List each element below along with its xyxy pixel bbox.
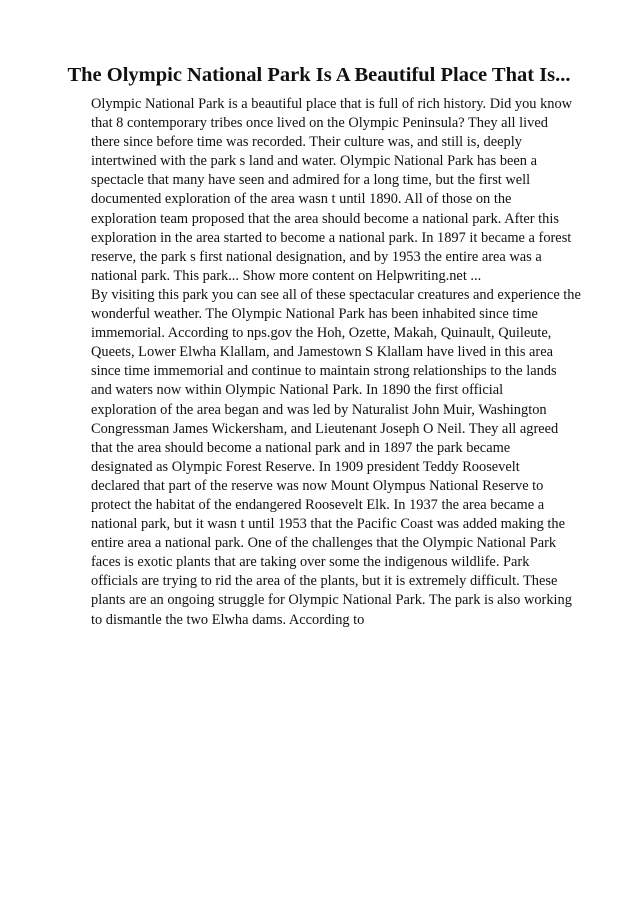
body-line: officials are trying to rid the area of the plants, but it is extremely difficult. These <box>91 573 558 590</box>
body-line: spectacle that many have seen and admired for a long time, but the first well <box>91 172 531 189</box>
body-line: designated as Olympic Forest Reserve. In 1909 president Teddy Roosevelt <box>91 458 520 475</box>
body-line: entire area a national park. One of the challenges that the Olympic National Park <box>91 535 557 552</box>
body-line: immemorial. According to nps.gov the Hoh, Ozette, Makah, Quinault, Quileute, <box>91 325 552 342</box>
body-line: declared that part of the reserve was now Mount Olympus National Reserve to <box>91 477 544 494</box>
body-line: since time immemorial and continue to maintain strong relationships to the lands <box>91 363 557 380</box>
body-line: exploration team proposed that the area should become a national park. After this <box>91 210 559 227</box>
body-line: faces is exotic plants that are taking over some the indigenous wildlife. Park <box>91 554 530 571</box>
body-line: Queets, Lower Elwha Klallam, and Jamestown S Klallam have lived in this area <box>91 344 553 361</box>
body-line: protect the habitat of the endangered Roosevelt Elk. In 1937 the area became a <box>91 496 545 513</box>
body-line: Congressman James Wickersham, and Lieutenant Joseph O Neil. They all agreed <box>91 420 559 437</box>
body-line: wonderful weather. The Olympic National Park has been inhabited since time <box>91 306 538 323</box>
body-line: reserve, the park s first national designation, and by 1953 the entire area was a <box>91 248 542 265</box>
body-line: documented exploration of the area wasn t until 1890. All of those on the <box>91 191 512 208</box>
body-line: that the area should become a national park and in 1897 the park became <box>91 439 511 456</box>
body-line: and waters now within Olympic National Park. In 1890 the first official <box>91 382 504 399</box>
body-line: Olympic National Park is a beautiful place that is full of rich history. Did you know <box>91 96 573 112</box>
body-line: intertwined with the park s land and water. Olympic National Park has been a <box>91 153 537 170</box>
body-line: plants are an ongoing struggle for Olympic National Park. The park is also working <box>91 592 572 609</box>
body-line: exploration of the area began and was led by Naturalist John Muir, Washington <box>91 401 547 418</box>
body-line: By visiting this park you can see all of these spectacular creatures and experience the <box>91 286 581 303</box>
body-line: national park, but it wasn t until 1953 that the Pacific Coast was added making the <box>91 516 565 533</box>
body-line: national park. This park... Show more content on Helpwriting.net ... <box>91 267 482 284</box>
body-line: there since before time was recorded. Their culture was, and still is, deeply <box>91 134 522 151</box>
body-line: that 8 contemporary tribes once lived on the Olympic Peninsula? They all lived <box>91 115 548 132</box>
body-line: to dismantle the two Elwha dams. According to <box>91 611 365 628</box>
document-body <box>91 95 591 630</box>
document-title: The Olympic National Park Is A Beautiful Place That Is... <box>67 64 571 86</box>
body-line: exploration in the area started to become a national park. In 1897 it became a forest <box>91 229 572 246</box>
